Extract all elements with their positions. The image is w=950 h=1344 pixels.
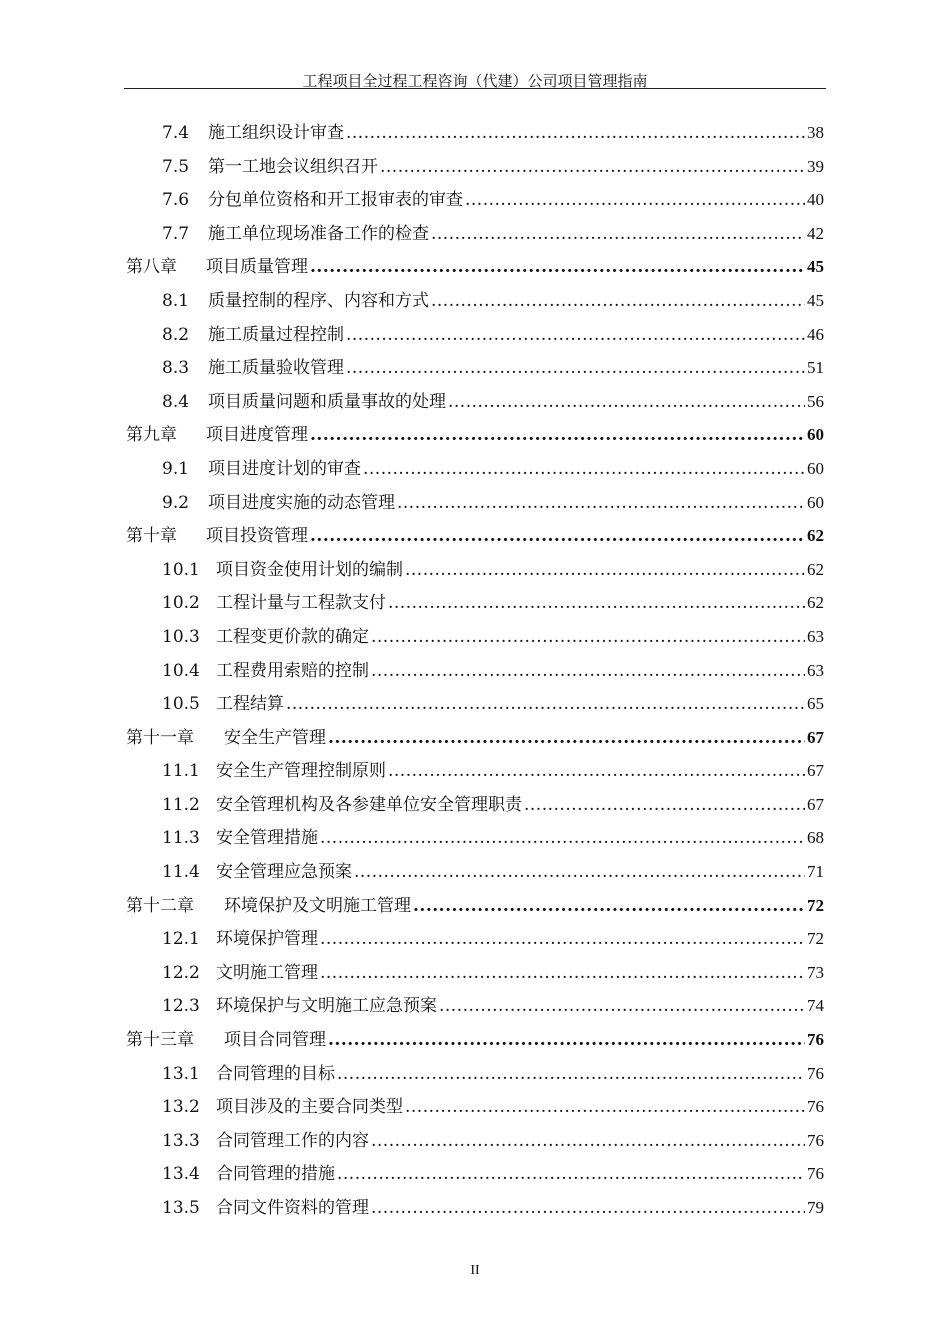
toc-entry-title: 分包单位资格和开工报审表的审查 [208,190,463,211]
toc-entry-title: 安全生产管理 [224,727,326,748]
dot-leader [371,1125,805,1159]
toc-entry-number: 10.5 [162,694,200,715]
toc-entry-title: 第一工地会议组织召开 [208,156,378,177]
toc-entry-page: 56 [807,391,824,411]
dot-leader [448,386,805,420]
dot-leader [337,1058,805,1092]
toc-section-entry[interactable] [126,922,824,956]
toc-entry-title: 安全管理措施 [216,828,318,849]
toc-entry-page: 76 [807,1030,824,1050]
toc-entry-page: 40 [807,190,824,210]
dot-leader [328,722,805,756]
toc-entry-page: 62 [807,593,824,613]
running-header: 工程项目全过程工程咨询（代建）公司项目管理指南 [302,72,648,90]
toc-entry-title: 合同管理工作的内容 [216,1130,369,1151]
toc-entry-number: 9.2 [162,492,190,513]
toc-section-entry[interactable] [126,284,824,318]
toc-entry-page: 60 [807,458,824,478]
toc-entry-title: 项目质量管理 [206,257,308,278]
toc-entry-page: 72 [807,929,824,949]
toc-entry-title: 工程计量与工程款支付 [216,593,386,614]
dot-leader [405,554,805,588]
dot-leader [328,1024,805,1058]
toc-section-entry[interactable] [126,1057,824,1091]
toc-entry-page: 63 [807,660,824,680]
toc-entry-title: 项目质量问题和质量事故的处理 [208,391,446,412]
toc-entry-page: 51 [807,358,824,378]
toc-entry-number: 13.4 [162,1164,200,1185]
toc-section-entry[interactable] [126,1157,824,1191]
dot-leader [413,890,805,924]
toc-entry-page: 73 [807,962,824,982]
toc-section-entry[interactable] [126,486,824,520]
toc-entry-number: 12.2 [162,962,200,983]
toc-entry-page: 42 [807,223,824,243]
toc-entry-number: 10.3 [162,626,200,647]
toc-entry-page: 38 [807,123,824,142]
toc-section-entry[interactable] [126,788,824,822]
toc-section-entry[interactable] [126,351,824,385]
toc-entry-title: 施工单位现场准备工作的检查 [208,223,429,244]
toc-entry-page: 39 [807,156,824,176]
toc-section-entry[interactable] [126,1124,824,1158]
toc-entry-number: 7.7 [162,223,190,244]
toc-entry-number: 13.2 [162,1097,200,1118]
dot-leader [346,352,805,386]
toc-entry-title: 环境保护与文明施工应急预案 [216,996,437,1017]
toc-entry-number: 11.1 [162,761,200,782]
toc-entry-title: 项目合同管理 [224,1030,326,1051]
toc-entry-title: 环境保护管理 [216,929,318,950]
dot-leader [524,789,805,823]
page-number: II [470,1263,480,1278]
toc-entry-page: 67 [807,761,824,781]
dot-leader [371,655,805,689]
toc-entry-title: 项目涉及的主要合同类型 [216,1097,403,1118]
dot-leader [397,487,805,521]
toc-entry-number: 13.5 [162,1198,200,1218]
dot-leader [405,1091,805,1125]
toc-entry-number: 10.4 [162,660,200,681]
toc-entry-number: 第十一章 [126,727,194,748]
dot-leader [354,856,805,890]
toc-entry-page: 76 [807,1097,824,1117]
toc-entry-number: 10.2 [162,593,200,614]
toc-entry-page: 62 [807,526,824,546]
toc-entry-page: 74 [807,996,824,1016]
toc-entry-number: 12.3 [162,996,200,1017]
toc-entry-page: 76 [807,1130,824,1150]
dot-leader [363,453,805,487]
toc-entry-number: 第九章 [126,425,177,446]
toc-section-entry[interactable] [126,620,824,654]
toc-entry-page: 68 [807,828,824,848]
toc-section-entry[interactable] [126,586,824,620]
toc-entry-page: 72 [807,895,824,915]
toc-entry-title: 项目进度计划的审查 [208,458,361,479]
toc-entry-number: 第十二章 [126,895,194,916]
toc-entry-title: 施工质量验收管理 [208,358,344,379]
toc-entry-page: 65 [807,694,824,714]
toc-entry-page: 63 [807,626,824,646]
toc-entry-number: 8.2 [162,324,190,345]
toc-section-entry[interactable] [126,687,824,721]
dot-leader [310,419,805,453]
dot-leader [337,1158,805,1192]
dot-leader [388,755,805,789]
toc-chapter-entry[interactable] [126,721,824,755]
toc-entry-page: 45 [807,257,824,277]
dot-leader [388,587,805,621]
toc-entry-number: 13.1 [162,1063,200,1084]
toc-section-entry[interactable] [126,654,824,688]
toc-entry-number: 7.6 [162,190,190,211]
toc-entry-page: 76 [807,1164,824,1184]
toc-entry-page: 67 [807,794,824,814]
dot-leader [371,1192,805,1226]
toc-entry-title: 项目资金使用计划的编制 [216,559,403,580]
dot-leader [465,184,805,218]
toc-entry-number: 7.5 [162,156,190,177]
dot-leader [431,218,805,252]
header-rule [124,88,826,89]
toc-entry-title: 施工组织设计审查 [208,123,344,143]
dot-leader [310,520,805,554]
toc-entry-number: 7.4 [162,123,190,143]
toc-section-entry[interactable] [126,217,824,251]
toc-entry-title: 安全管理机构及各参建单位安全管理职责 [216,794,522,815]
dot-leader [320,957,805,991]
toc-chapter-entry[interactable] [126,418,824,452]
toc-entry-number: 8.1 [162,290,190,311]
toc-section-entry[interactable] [126,553,824,587]
toc-entry-title: 质量控制的程序、内容和方式 [208,290,429,311]
toc-entry-page: 67 [807,727,824,747]
dot-leader [310,251,805,285]
dot-leader [320,822,805,856]
dot-leader [320,923,805,957]
toc-entry-title: 安全管理应急预案 [216,862,352,883]
toc-entry-number: 12.1 [162,929,200,950]
dot-leader [380,151,805,185]
toc-entry-title: 工程结算 [216,694,284,715]
dot-leader [371,621,805,655]
toc-entry-page: 62 [807,559,824,579]
toc-section-entry[interactable] [126,318,824,352]
toc-entry-title: 安全生产管理控制原则 [216,761,386,782]
toc-chapter-entry[interactable] [126,519,824,553]
dot-leader [431,285,805,319]
toc-entry-title: 工程费用索赔的控制 [216,660,369,681]
toc-section-entry[interactable] [126,385,824,419]
toc-entry-title: 施工质量过程控制 [208,324,344,345]
toc-entry-number: 10.1 [162,559,200,580]
toc-entry-page: 71 [807,862,824,882]
toc-entry-title: 项目进度实施的动态管理 [208,492,395,513]
toc-entry-title: 合同管理的目标 [216,1063,335,1084]
toc-section-entry[interactable] [126,183,824,217]
toc-entry-number: 13.3 [162,1130,200,1151]
dot-leader [286,688,805,722]
toc-entry-number: 第八章 [126,257,177,278]
toc-section-entry[interactable] [126,855,824,889]
toc-section-entry[interactable] [126,452,824,486]
toc-entry-page: 45 [807,290,824,310]
toc-section-entry[interactable] [126,821,824,855]
toc-entry-number: 11.3 [162,828,200,849]
toc-chapter-entry[interactable] [126,1023,824,1057]
toc-section-entry[interactable] [126,1191,824,1225]
toc-entry-number: 8.3 [162,358,190,379]
dot-leader [346,319,805,353]
toc-entry-title: 合同文件资料的管理 [216,1198,369,1218]
toc-entry-title: 项目进度管理 [206,425,308,446]
toc-section-entry[interactable] [126,150,824,184]
toc-chapter-entry[interactable] [126,250,824,284]
toc-chapter-entry[interactable] [126,889,824,923]
toc-entry-page: 79 [807,1198,824,1217]
toc-section-entry[interactable] [126,754,824,788]
toc-section-entry[interactable] [126,116,824,150]
toc-entry-number: 8.4 [162,391,190,412]
toc-section-entry[interactable] [126,956,824,990]
toc-entry-number: 第十三章 [126,1030,194,1051]
toc-entry-number: 第十章 [126,526,177,547]
table-of-contents [126,116,824,1225]
toc-entry-page: 60 [807,492,824,512]
toc-entry-title: 项目投资管理 [206,526,308,547]
toc-section-entry[interactable] [126,1090,824,1124]
toc-entry-title: 工程变更价款的确定 [216,626,369,647]
toc-entry-number: 11.2 [162,794,200,815]
toc-entry-title: 合同管理的措施 [216,1164,335,1185]
dot-leader [346,117,805,151]
toc-section-entry[interactable] [126,989,824,1023]
dot-leader [439,990,805,1024]
toc-entry-title: 文明施工管理 [216,962,318,983]
toc-entry-page: 46 [807,324,824,344]
toc-entry-title: 环境保护及文明施工管理 [224,895,411,916]
toc-entry-page: 60 [807,425,824,445]
toc-entry-page: 76 [807,1063,824,1083]
toc-entry-number: 11.4 [162,862,200,883]
toc-entry-number: 9.1 [162,458,190,479]
